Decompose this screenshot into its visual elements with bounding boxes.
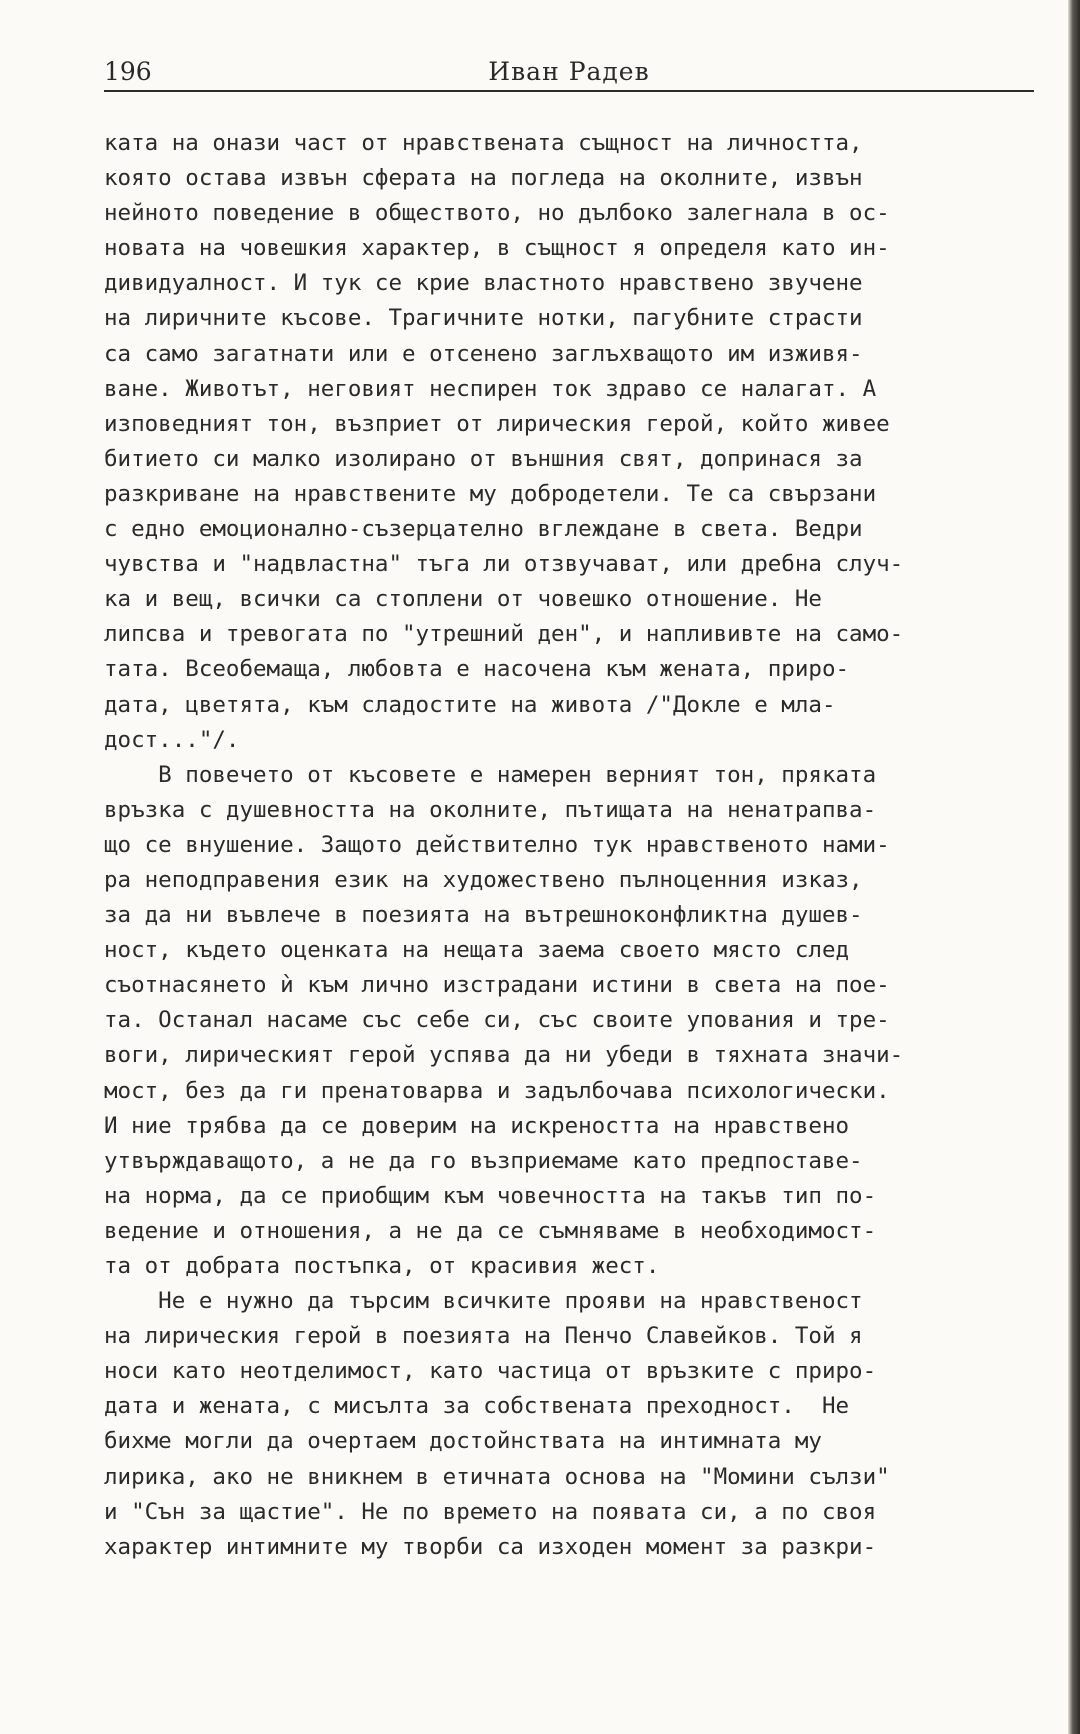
text-line: на лирическия герой в поезията на Пенчо Славейков. Той я bbox=[104, 1323, 863, 1350]
text-line: лирика, ако не вникнем в етичната основа на "Момини сълзи" bbox=[104, 1463, 890, 1490]
text-line: ра неподправения език на художествено пълноценния изказ, bbox=[104, 866, 863, 893]
text-line: воги, лирическият герой успява да ни убеди в тяхната значи- bbox=[104, 1042, 904, 1069]
text-line: дост..."/. bbox=[104, 726, 240, 753]
text-line: Не е нужно да търсим всичките прояви на нравственост bbox=[104, 1288, 863, 1315]
text-line: съотнасянето ѝ към лично изстрадани истини в света на пое- bbox=[104, 972, 890, 999]
text-line: В повечето от късовете е намерен верният тон, пряката bbox=[104, 761, 877, 788]
text-line: И ние трябва да се доверим на искреността на нравствено bbox=[104, 1112, 850, 1139]
text-line: бихме могли да очертаем достойнствата на интимната му bbox=[104, 1428, 822, 1455]
text-line: ката на онази част от нравствената същност на личността, bbox=[104, 130, 863, 156]
text-line: с едно емоционално-съзерцателно вглеждане в света. Ведри bbox=[104, 516, 863, 543]
text-line: що се внушение. Защото действително тук нравственото нами- bbox=[104, 831, 890, 858]
text-line: дивидуалност. И тук се крие властното нравствено звучене bbox=[104, 270, 863, 297]
text-line: нейното поведение в обществото, но дълбоко залегнала в ос- bbox=[104, 200, 890, 227]
text-line: ведение и отношения, а не да се съмняваме в необходимост- bbox=[104, 1217, 877, 1244]
text-line: та. Останал насаме със себе си, със своите упования и тре- bbox=[104, 1007, 890, 1034]
body-text bbox=[104, 126, 1044, 1565]
page-number: 196 bbox=[104, 57, 152, 86]
text-line: и "Сън за щастие". Не по времето на появата си, а по своя bbox=[104, 1498, 877, 1525]
text-line: липсва и тревогата по "утрешний ден", и наплививте на само- bbox=[104, 621, 904, 648]
text-line: за да ни въвлече в поезията на вътрешноконфликтна душев- bbox=[104, 902, 863, 929]
text-line: характер интимните му творби са изходен момент за разкри- bbox=[104, 1533, 877, 1560]
text-line: утвърждаващото, а не да го възприемаме като предпоставе- bbox=[104, 1147, 863, 1174]
text-line: на норма, да се приобщим към човечността на такъв тип по- bbox=[104, 1182, 877, 1209]
page-binding-edge bbox=[1068, 0, 1080, 1734]
text-line: ка и вещ, всички са стоплени от човешко отношение. Не bbox=[104, 586, 822, 613]
text-line: та от добрата постъпка, от красивия жест. bbox=[104, 1253, 660, 1279]
text-line: разкриване на нравствените му добродетели. Те са свързани bbox=[104, 480, 877, 507]
text-line: носи като неотделимост, като частица от връзките с приро- bbox=[104, 1358, 877, 1385]
text-line: мост, без да ги пренатоварва и задълбочава психологически. bbox=[104, 1077, 890, 1104]
text-line: ване. Животът, неговият неспирен ток здраво се налагат. А bbox=[104, 375, 877, 402]
text-line: новата на човешкия характер, в същност я определя като ин- bbox=[104, 235, 890, 262]
text-line: тата. Всеобемаща, любовта е насочена към жената, приро- bbox=[104, 656, 850, 683]
text-line: битието си малко изолирано от външния свят, допринася за bbox=[104, 445, 863, 472]
text-line: на лиричните късове. Трагичните нотки, пагубните страсти bbox=[104, 305, 863, 332]
text-line: изповедният тон, възприет от лирическия герой, който живее bbox=[104, 410, 890, 437]
text-line: ност, където оценката на нещата заема своето място след bbox=[104, 937, 850, 964]
text-line: която остава извън сферата на погледа на околните, извън bbox=[104, 165, 863, 192]
text-line: са само загатнати или е отсенено заглъхващото им изживя- bbox=[104, 340, 863, 367]
running-head: Иван Радев bbox=[488, 57, 650, 86]
page-header bbox=[104, 56, 1034, 92]
text-line: чувства и "надвластна" тъга ли отзвучават, или дребна случ- bbox=[104, 551, 904, 578]
text-line: връзка с душевността на околните, пътищата на ненатрапва- bbox=[104, 796, 877, 823]
text-line: дата, цветята, към сладостите на живота /"Докле е мла- bbox=[104, 691, 836, 718]
text-line: дата и жената, с мисълта за собствената преходност. Не bbox=[104, 1393, 850, 1420]
